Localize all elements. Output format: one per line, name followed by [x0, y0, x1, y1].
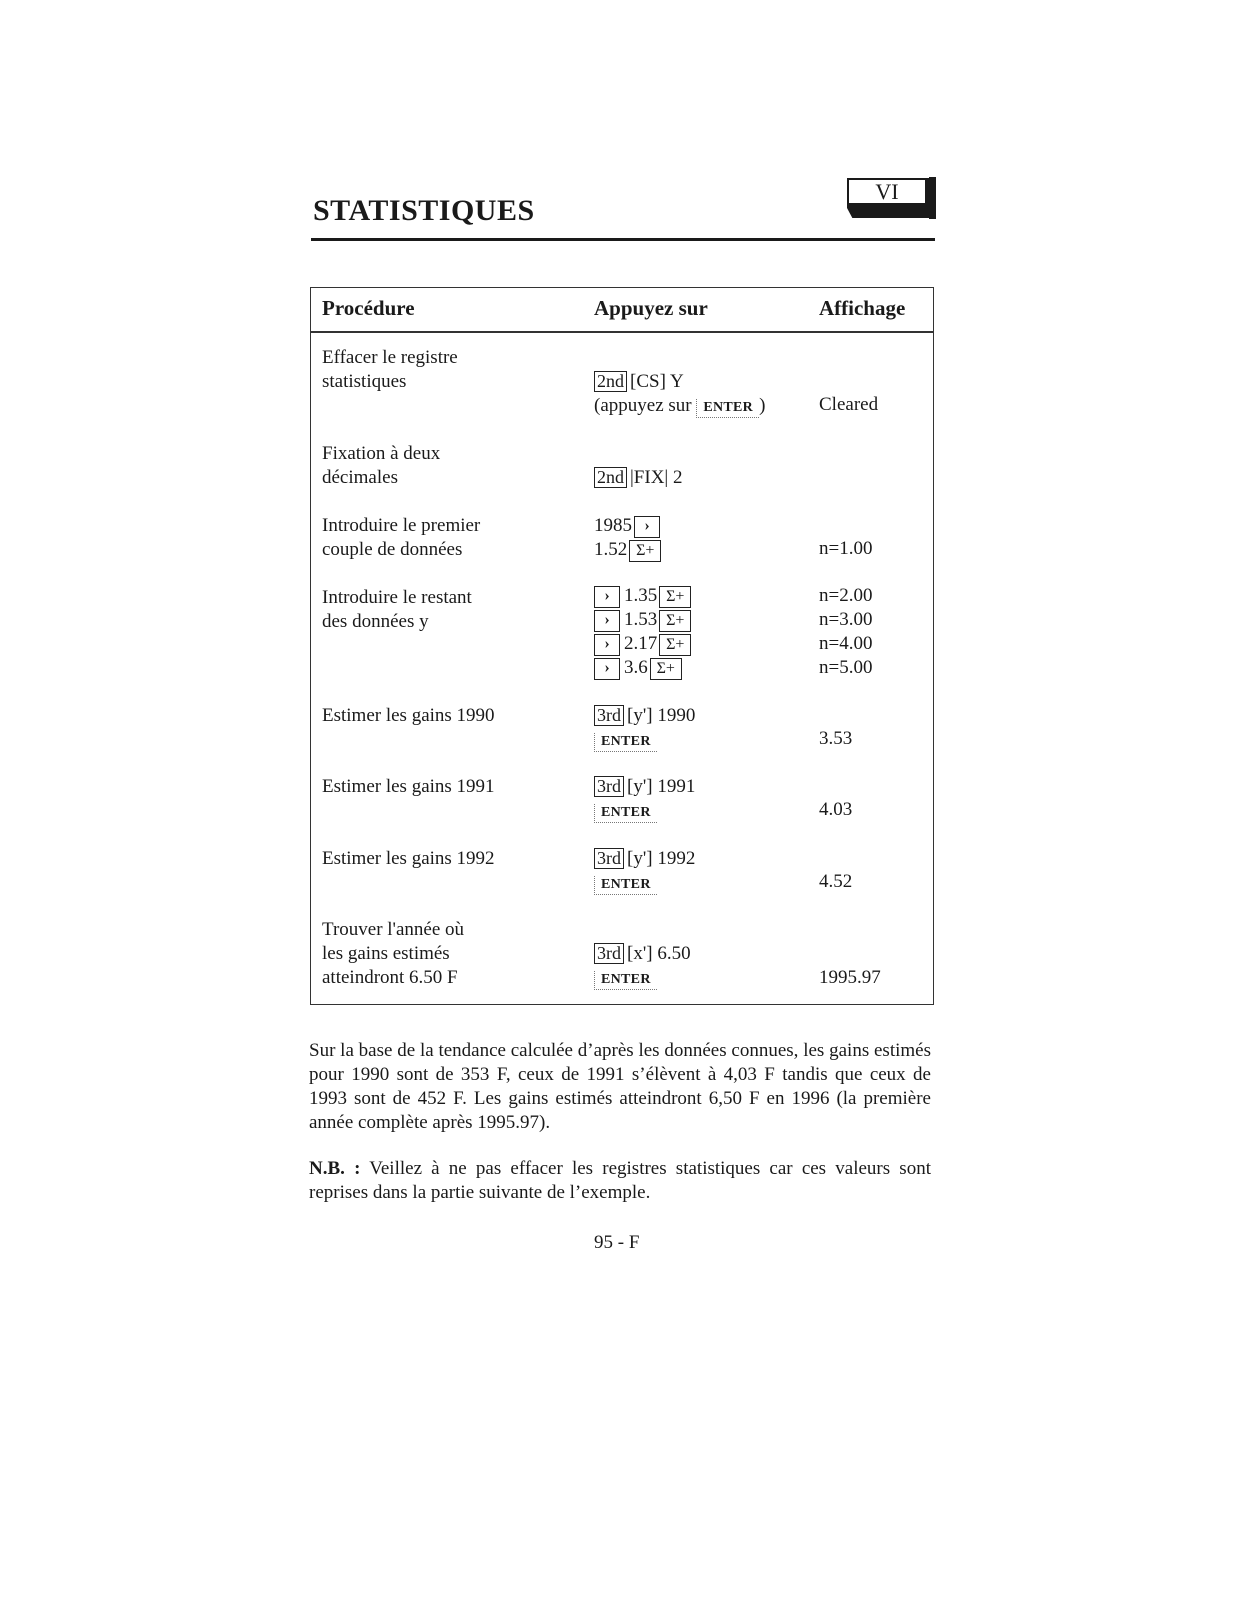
row-remaining-procedure: Introduire le restant des données y — [322, 587, 472, 632]
page-number: 95 - F — [594, 1232, 640, 1253]
row-first-pair-procedure: Introduire le premier couple de données — [322, 515, 481, 560]
row-fix-keys: 2nd |FIX| 2 — [594, 466, 682, 490]
comma-key: › — [594, 610, 620, 632]
row-find-year-keys: 3rd [x'] 6.50 ENTER — [594, 942, 691, 990]
sigma-plus-key: Σ+ — [659, 586, 691, 608]
row-first-pair-keys: 1985 › 1.52 Σ+ — [594, 514, 664, 562]
third-key: 3rd — [594, 943, 624, 964]
enter-key: ENTER — [696, 399, 759, 418]
note-label: N.B. : — [309, 1158, 361, 1179]
chapter-tab-shadow — [847, 208, 936, 218]
third-key: 3rd — [594, 705, 624, 726]
explanation-paragraph: Sur la base de la tendance calculée d’après les données connues, les gains estimés pour 1990 sont de 353 F, ceux de 1991 s’élèvent à 4,03 F tandis que ceux de 1993 sont de 452 F. Les gains estimés atteindront 6,50 F en 1996 (la première année complète après 1995.97). — [309, 1040, 931, 1133]
row-remaining-display: n=2.00 n=3.00 n=4.00 n=5.00 — [819, 585, 873, 678]
enter-key: ENTER — [594, 971, 657, 990]
row-first-pair-display: n=1.00 — [819, 538, 873, 559]
comma-key: › — [594, 586, 620, 608]
third-key: 3rd — [594, 848, 624, 869]
table-header-divider — [310, 331, 934, 333]
row-1992-procedure: Estimer les gains 1992 — [322, 848, 495, 869]
row-clear-procedure: Effacer le registre statistiques — [322, 347, 458, 392]
third-key: 3rd — [594, 776, 624, 797]
row-1992-keys: 3rd [y'] 1992 ENTER — [594, 847, 695, 895]
second-key: 2nd — [594, 467, 627, 488]
enter-key: ENTER — [594, 876, 657, 895]
sigma-plus-key: Σ+ — [659, 634, 691, 656]
row-clear-display: Cleared — [819, 394, 879, 415]
sigma-plus-key: Σ+ — [650, 658, 682, 680]
row-clear-keys: 2nd [CS] Y (appuyez sur ENTER ) — [594, 371, 766, 416]
comma-key: › — [634, 516, 660, 538]
enter-key: ENTER — [594, 733, 657, 752]
row-find-year-procedure: Trouver l'année où les gains estimés atteindront 6.50 F — [322, 919, 465, 988]
header-rule — [311, 238, 935, 241]
row-1990-display: 3.53 — [819, 728, 853, 749]
row-1992-display: 4.52 — [819, 871, 853, 892]
sigma-plus-key: Σ+ — [659, 610, 691, 632]
row-find-year-display: 1995.97 — [819, 967, 881, 988]
comma-key: › — [594, 634, 620, 656]
row-1991-procedure: Estimer les gains 1991 — [322, 776, 495, 797]
comma-key: › — [594, 658, 620, 680]
row-1990-procedure: Estimer les gains 1990 — [322, 705, 495, 726]
second-key: 2nd — [594, 371, 627, 392]
header-procedure: Procédure — [322, 296, 415, 320]
row-1991-keys: 3rd [y'] 1991 ENTER — [594, 775, 695, 823]
enter-key: ENTER — [594, 804, 657, 823]
chapter-tab: VI — [847, 178, 929, 208]
row-fix-procedure: Fixation à deux décimales — [322, 443, 441, 488]
note-paragraph — [309, 1157, 931, 1205]
row-1990-keys: 3rd [y'] 1990 ENTER — [594, 704, 695, 752]
page-title: STATISTIQUES — [313, 194, 535, 227]
row-1991-display: 4.03 — [819, 799, 853, 820]
row-remaining-keys: › 1.35 Σ+ › 1.53 Σ+ › 2.17 Σ+ › 3.6 Σ+ — [594, 584, 691, 680]
note-text: Veillez à ne pas effacer les registres statistiques car ces valeurs sont reprises dans la partie suivante de l’exemple. — [309, 1158, 931, 1203]
sigma-plus-key: Σ+ — [629, 540, 661, 562]
header-press: Appuyez sur — [594, 296, 708, 320]
header-display: Affichage — [819, 296, 906, 320]
